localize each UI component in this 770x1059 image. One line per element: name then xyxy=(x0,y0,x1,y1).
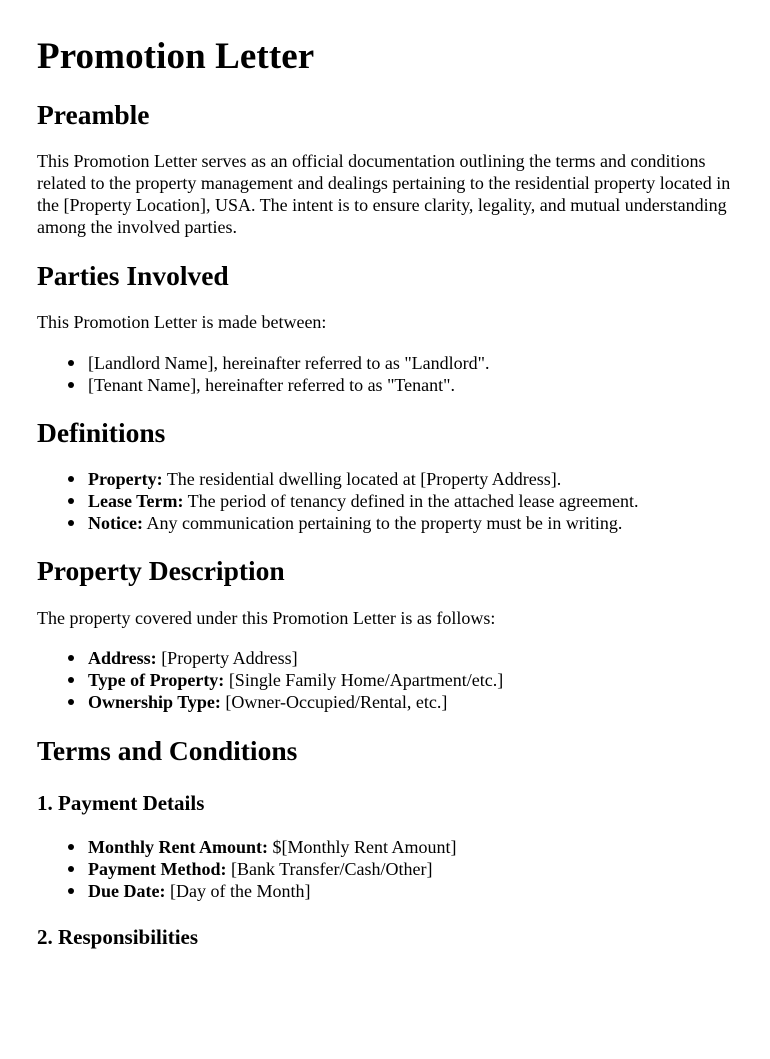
term-text: [Bank Transfer/Cash/Other] xyxy=(226,859,433,879)
term-label: Address: xyxy=(88,648,157,668)
term-text: [Day of the Month] xyxy=(165,881,311,901)
subsection-heading-responsibilities: 2. Responsibilities xyxy=(37,925,199,949)
list-item xyxy=(88,490,734,512)
section-heading-preamble: Preamble xyxy=(37,99,150,130)
list-item xyxy=(88,512,734,534)
term-text: The residential dwelling located at [Property Address]. xyxy=(162,469,562,489)
section-heading-terms: Terms and Conditions xyxy=(37,735,298,766)
document-title: Promotion Letter xyxy=(37,36,315,77)
term-label: Property: xyxy=(88,469,163,489)
definitions-list xyxy=(37,468,734,534)
subsection-heading-payment: 1. Payment Details xyxy=(37,791,205,815)
term-text: Any communication pertaining to the property must be in writing. xyxy=(142,513,623,533)
term-label: Notice: xyxy=(88,513,143,533)
property-list xyxy=(37,647,734,713)
property-intro: The property covered under this Promotion Letter is as follows: xyxy=(37,608,496,628)
section-heading-parties: Parties Involved xyxy=(37,260,229,291)
preamble-paragraph: This Promotion Letter serves as an official documentation outlining the terms and conditions related to the property management and dealings pertaining to the residential property located in the [Property Location], USA. The intent is to ensure clarity, legality, and mutual understanding among the involved parties. xyxy=(37,151,731,237)
term-text: [Single Family Home/Apartment/etc.] xyxy=(224,670,504,690)
list-item xyxy=(88,691,734,713)
term-label: Monthly Rent Amount: xyxy=(88,837,269,857)
term-label: Due Date: xyxy=(88,881,166,901)
list-item xyxy=(88,880,734,902)
parties-intro: This Promotion Letter is made between: xyxy=(37,312,327,332)
term-label: Payment Method: xyxy=(88,859,227,879)
term-text: [Property Address] xyxy=(156,648,298,668)
section-heading-property-description: Property Description xyxy=(37,555,285,586)
list-item xyxy=(88,468,734,490)
term-label: Ownership Type: xyxy=(88,692,221,712)
list-item: [Tenant Name], hereinafter referred to as "Tenant". xyxy=(88,374,734,396)
list-item: [Landlord Name], hereinafter referred to as "Landlord". xyxy=(88,352,734,374)
payment-list xyxy=(37,836,734,902)
term-text: [Owner-Occupied/Rental, etc.] xyxy=(220,692,448,712)
document-page xyxy=(0,35,770,950)
list-item xyxy=(88,647,734,669)
term-label: Type of Property: xyxy=(88,670,225,690)
section-heading-definitions: Definitions xyxy=(37,417,166,448)
parties-list xyxy=(37,352,734,396)
term-text: The period of tenancy defined in the attached lease agreement. xyxy=(183,491,639,511)
list-item xyxy=(88,836,734,858)
list-item xyxy=(88,669,734,691)
list-item xyxy=(88,858,734,880)
term-label: Lease Term: xyxy=(88,491,184,511)
term-text: $[Monthly Rent Amount] xyxy=(268,837,457,857)
